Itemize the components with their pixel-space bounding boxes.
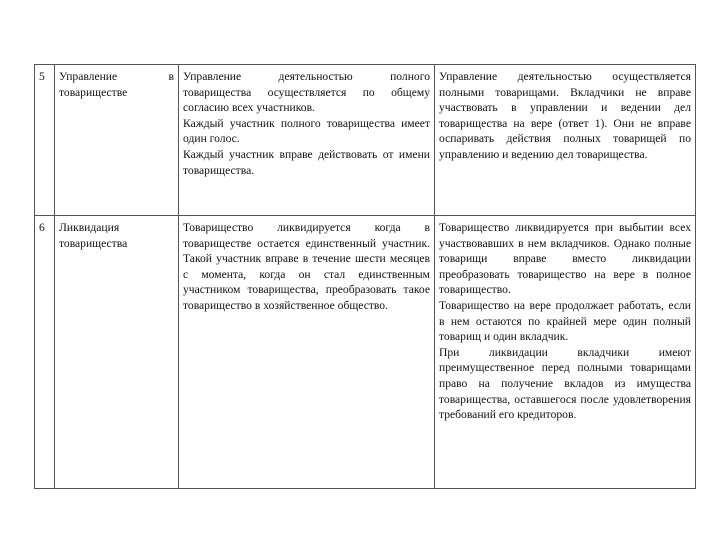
limited-partnership-text: Товарищество ликвидируется при выбытии всех участвовавших в нем вкладчиков. Однако полные товарищи вправе вместо ликвидации преобразовать товарищество на вере в полное товарищество. — [439, 221, 691, 297]
limited-partnership-cell — [435, 65, 696, 216]
topic-preposition: в — [168, 70, 174, 83]
full-partnership-cell — [179, 65, 435, 216]
topic-label-line-2: товариществе — [59, 85, 128, 99]
full-partnership-cell — [179, 216, 435, 489]
full-partnership-text: Управление деятельностью полного товарищества осуществляется по общему согласию всех участников. — [183, 70, 430, 115]
topic-cell — [55, 65, 179, 216]
full-partnership-text: Каждый участник вправе действовать от имени товарищества. — [183, 147, 430, 177]
full-partnership-text: Каждый участник полного товарищества имеет один голос. — [183, 116, 430, 146]
limited-partnership-text: При ликвидации вкладчики имеют преимущественное перед полными товарищами право на получение вкладов из имущества товарищества, оставшегося после удовлетворения требований его кредиторов. — [439, 345, 691, 422]
row-number-cell: 5 — [35, 65, 55, 216]
row-number-cell: 6 — [35, 216, 55, 489]
limited-partnership-cell — [435, 216, 696, 489]
topic-label: Управление — [59, 70, 118, 83]
table-row-liquidation — [35, 216, 696, 489]
limited-partnership-text: Управление деятельностью осуществляется полными товарищами. Вкладчики не вправе участвовать в управлении и ведении дел товарищества на вере (ответ 1). Они не вправе оспаривать действия полных товарищей по управлению и ведению дел товарищества. — [439, 70, 691, 161]
topic-label: Ликвидация — [59, 221, 120, 234]
table-row-management — [35, 65, 696, 216]
topic-label-line-2: товарищества — [59, 236, 128, 250]
limited-partnership-text: Товарищество на вере продолжает работать, если в нем остаются по крайней мере один полный товарищ и один вкладчик. — [439, 298, 691, 344]
full-partnership-text: Товарищество ликвидируется когда в товариществе остается единственный участник. Такой участник вправе в течение шести месяцев с момента, когда он стал единственным участником товарищества, преобразовать такое товарищество в хозяйственное общество. — [183, 221, 430, 312]
topic-line-1 — [59, 69, 174, 85]
comparison-table — [34, 64, 696, 489]
topic-cell — [55, 216, 179, 489]
